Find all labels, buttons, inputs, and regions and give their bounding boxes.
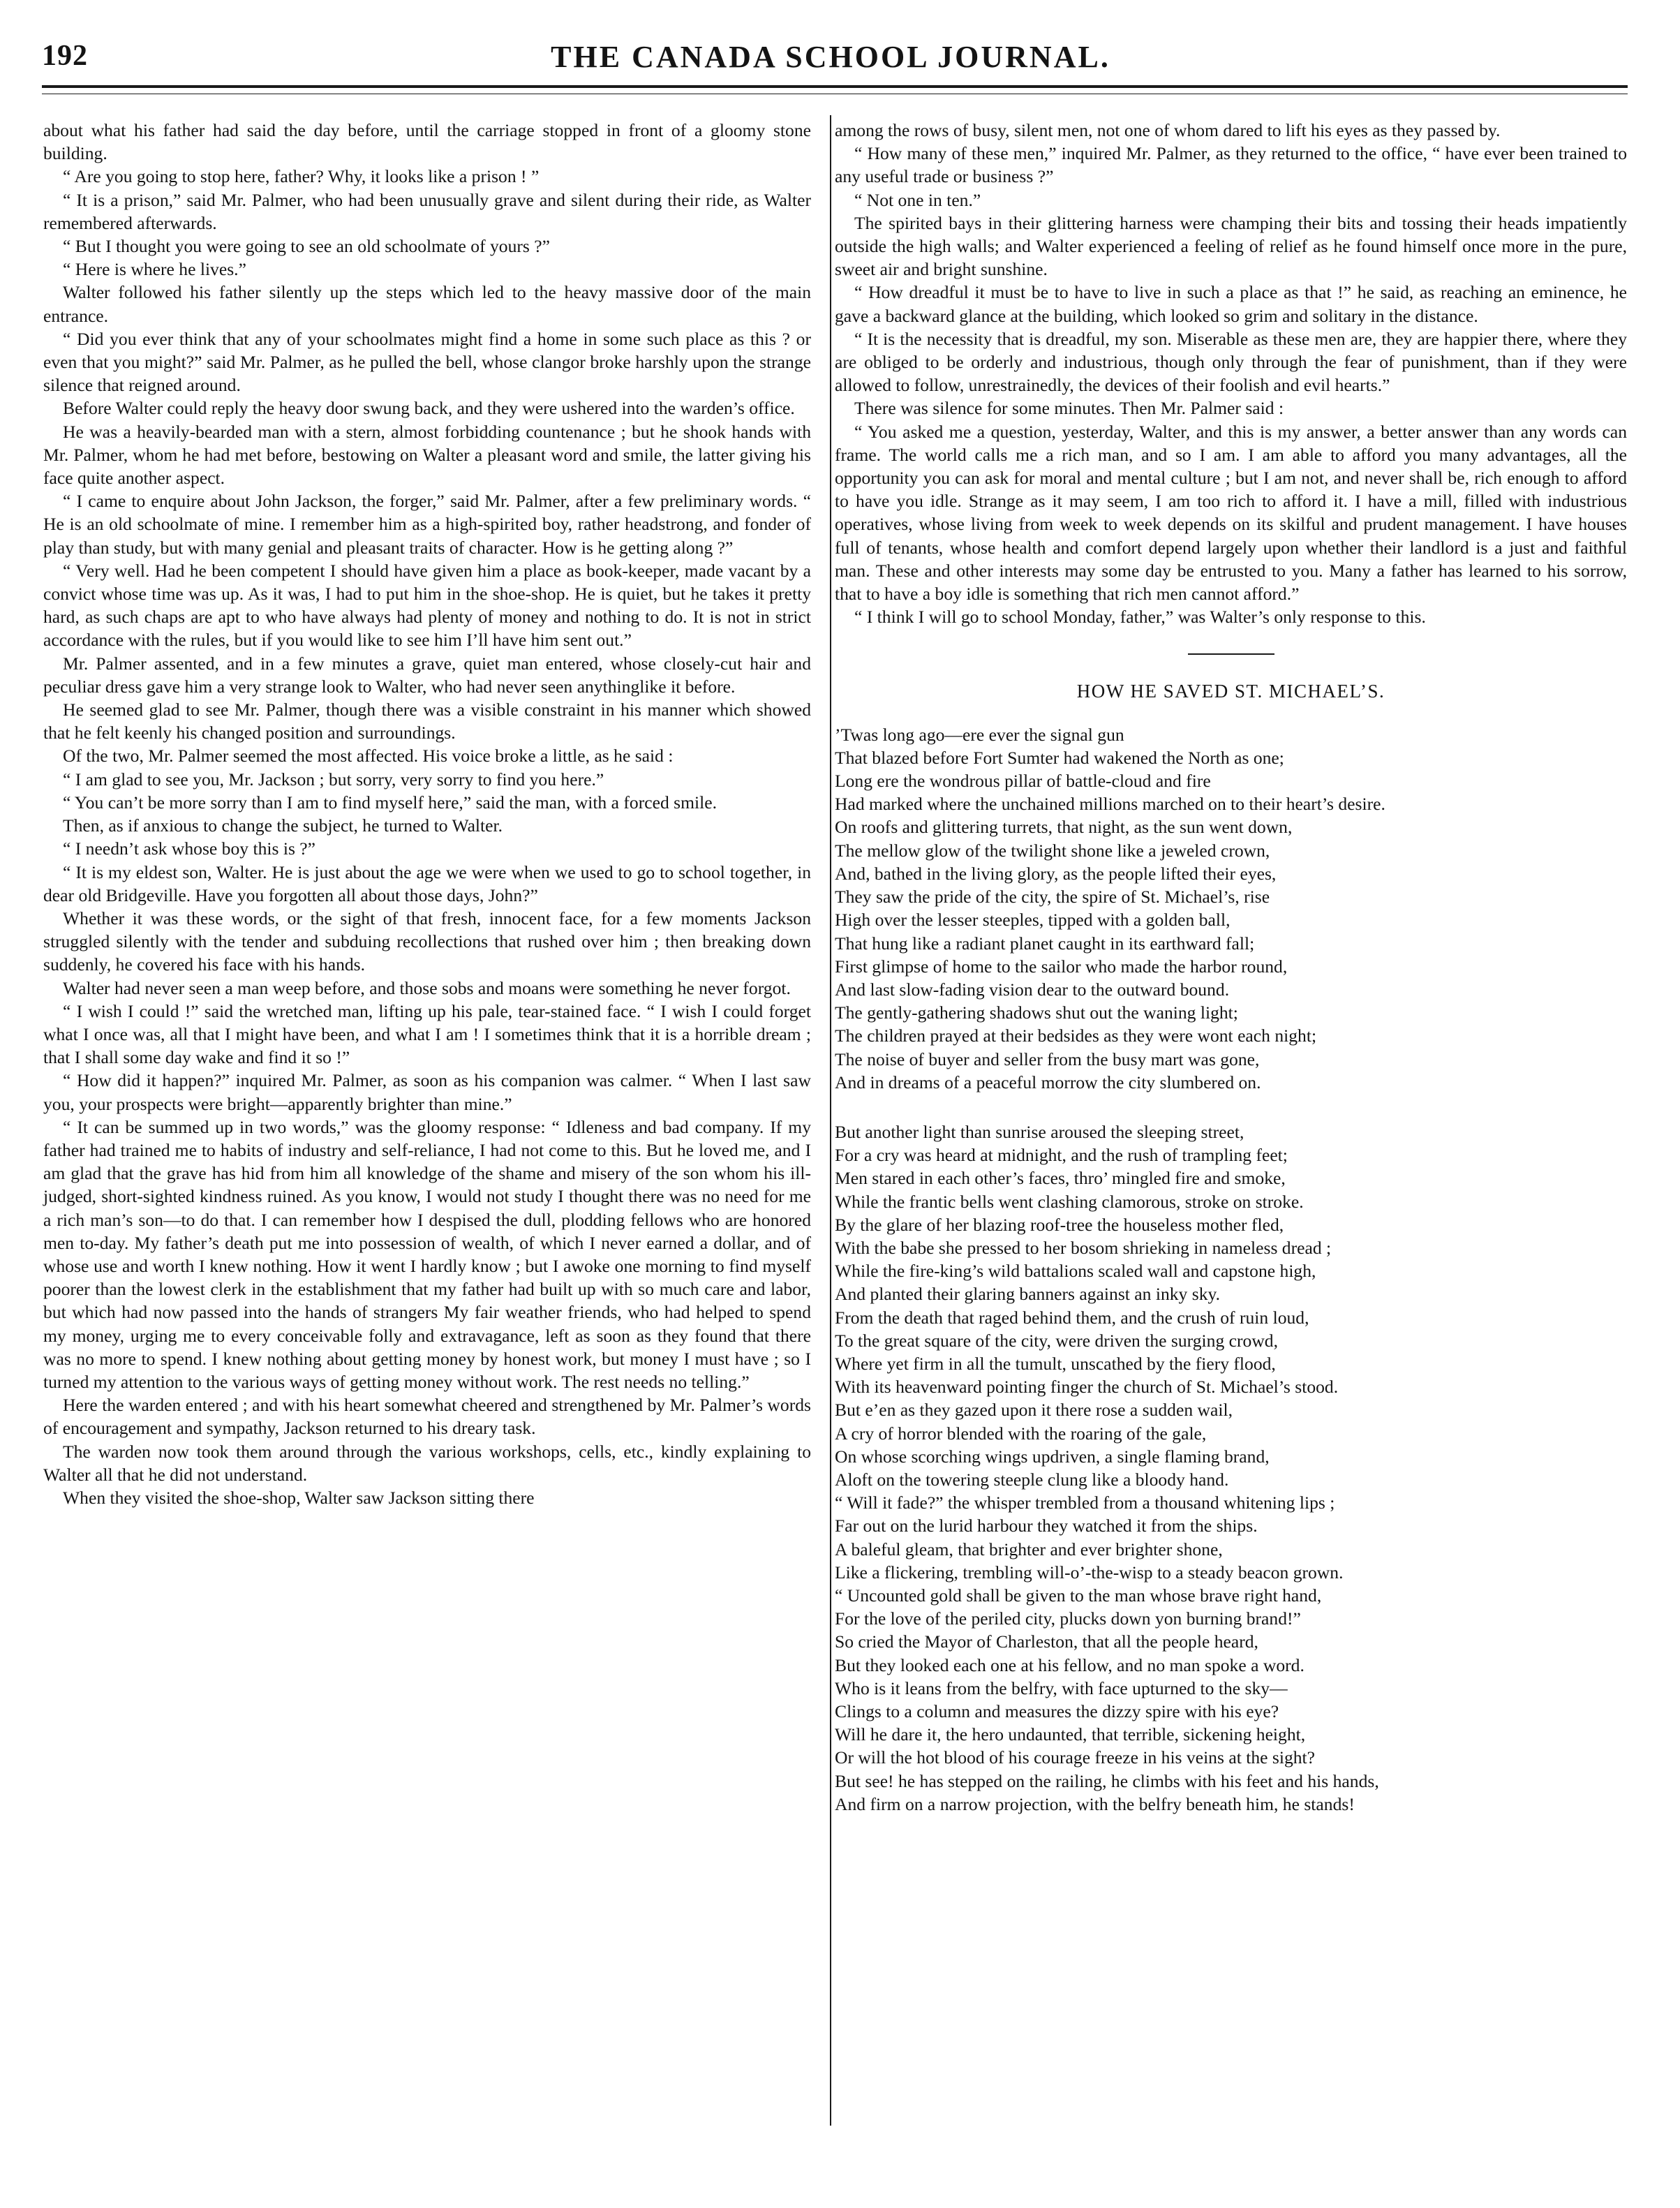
article-paragraph: The spirited bays in their glittering harness were champing their bits and tossing their heads impatiently outside the high walls; and Walter experienced a feeling of relief as he found himself once more in the pure, sweet air and bright sunshine.	[835, 212, 1627, 280]
poem-stanza	[835, 1120, 1627, 1816]
poem-line: High over the lesser steeples, tipped with a golden ball,	[835, 910, 1231, 931]
article-paragraph: “ I needn’t ask whose boy this is ?”	[63, 838, 316, 859]
poem-line: And firm on a narrow projection, with the belfry beneath him, he stands!	[835, 1793, 1355, 1814]
article-paragraph: Walter had never seen a man weep before, and those sobs and moans were something he never forgot.	[63, 977, 791, 998]
article-paragraph: “ Not one in ten.”	[854, 189, 981, 210]
poem-line: The children prayed at their bedsides as they were wont each night;	[835, 1025, 1317, 1046]
article-paragraph: “ It is my eldest son, Walter. He is just about the age we were when we used to go to school together, in dear old Bridgeville. Have you forgotten all about those days, John?”	[43, 861, 811, 905]
poem-line: Aloft on the towering steeple clung like a bloody hand.	[835, 1469, 1229, 1490]
poem-line: “ Uncounted gold shall be given to the man whose brave right hand,	[835, 1585, 1322, 1606]
article-paragraph: Walter followed his father silently up the steps which led to the heavy massive door of the main entrance.	[43, 282, 811, 326]
article-paragraph: Here the warden entered ; and with his heart somewhat cheered and strengthened by Mr. Palmer’s words of encouragement and sympathy, Jackson returned to his dreary task.	[43, 1395, 811, 1439]
poem-line: With the babe she pressed to her bosom shrieking in nameless dread ;	[835, 1237, 1332, 1258]
article-paragraph: When they visited the shoe-shop, Walter saw Jackson sitting there	[63, 1487, 535, 1508]
poem-line: So cried the Mayor of Charleston, that all the people heard,	[835, 1631, 1258, 1652]
poem-line: And planted their glaring banners against an inky sky.	[835, 1284, 1221, 1305]
article-paragraph: “ Are you going to stop here, father? Why, it looks like a prison ! ”	[63, 166, 540, 187]
poem-line: That blazed before Fort Sumter had wakened the North as one;	[835, 747, 1284, 768]
article-paragraph: Mr. Palmer assented, and in a few minutes a grave, quiet man entered, whose closely-cut hair and peculiar dress gave him a very strange look to Walter, who had never seen anythinglike it before.	[43, 653, 811, 697]
article-paragraph: Of the two, Mr. Palmer seemed the most affected. His voice broke a little, as he said :	[63, 746, 674, 766]
poem-line: Or will the hot blood of his courage freeze in his veins at the sight?	[835, 1747, 1316, 1768]
article-paragraph: “ How dreadful it must be to have to live in such a place as that !” he said, as reaching an eminence, he gave a backward glance at the building, which looked so grim and solitary in the distance.	[835, 282, 1627, 326]
article-paragraph: The warden now took them around through the various workshops, cells, etc., kindly explaining to Walter all that he did not understand.	[43, 1441, 811, 1485]
article-paragraph: among the rows of busy, silent men, not one of whom dared to lift his eyes as they passed by.	[835, 120, 1501, 140]
article-paragraph: He was a heavily-bearded man with a stern, almost forbidding countenance ; but he shook hands with Mr. Palmer, whom he had met before, bestowing on Walter a pleasant word and smile, the latter giving his face quite another aspect.	[43, 421, 811, 489]
poem-line: For a cry was heard at midnight, and the rush of trampling feet;	[835, 1145, 1288, 1166]
article-paragraph: “ You asked me a question, yesterday, Walter, and this is my answer, a better answer than any words can frame. The world calls me a rich man, and so I am. I am able to afford you many advantages, all the opportunity you can ask for moral and mental culture ; but I am not, and never shall be, rich enough to afford to have you idle. Strange as it may seem, I am too rich to afford it. I have a mill, filled with industrious operatives, whose living from week to week depends on its skilful and prudent management. I have houses full of tenants, whose health and comfort depend largely upon whether their landlord is a just and faithful man. These and other interests may some day be entrusted to you. Many a father has learned to his sorrow, that to have a boy idle is something that rich men cannot afford.”	[835, 421, 1627, 605]
poem-line: First glimpse of home to the sailor who made the harbor round,	[835, 956, 1288, 977]
article-paragraph: “ How did it happen?” inquired Mr. Palmer, as soon as his companion was calmer. “ When I last saw you, your prospects were bright—apparently brighter than mine.”	[43, 1070, 811, 1114]
poem-line: The gently-gathering shadows shut out the waning light;	[835, 1002, 1238, 1023]
article-paragraph: “ Did you ever think that any of your schoolmates might find a home in some such place as this ? or even that you might?” said Mr. Palmer, as he pulled the bell, whose clangor broke harshly upon the strange silence that reigned around.	[43, 328, 811, 396]
article-paragraph: “ It is the necessity that is dreadful, my son. Miserable as these men are, they are happier there, where they are obliged to be orderly and industrious, though only through the fear of punishment, than if they were allowed to follow, unrestrainedly, the devices of their foolish and evil hearts.”	[835, 328, 1627, 396]
poem-line: A cry of horror blended with the roaring of the gale,	[835, 1423, 1207, 1444]
poem-line: And last slow-fading vision dear to the outward bound.	[835, 979, 1230, 1000]
poem-line: With its heavenward pointing finger the church of St. Michael’s stood.	[835, 1377, 1339, 1398]
poem-line: The noise of buyer and seller from the busy mart was gone,	[835, 1049, 1260, 1069]
article-paragraph: He seemed glad to see Mr. Palmer, though there was a visible constraint in his manner which showed that he felt keenly his changed position and surroundings.	[43, 699, 811, 743]
article-paragraph: “ Here is where he lives.”	[63, 259, 246, 280]
article-paragraph: “ It can be summed up in two words,” was the gloomy response: “ Idleness and bad company. If my father had trained me to habits of industry and self-reliance, I had not come to this. But he loved me, and I am glad that the grave has hid from him all knowledge of the shame and misery of the son whom his ill-judged, short-sighted kindness ruined. As you know, I would not study I thought there was no need for me a rich man’s son—to do that. I can remember how I despised the dull, plodding fellows who are honored men to-day. My father’s death put me into possession of wealth, of which I never earned a dollar, and of whose use and worth I knew nothing. How it went I hardly know ; but I awoke one morning to find myself poorer than the lowest clerk in the establishment that my father had built up with so much care and labor, but which had now passed into the hands of strangers My fair weather friends, who had helped to spend my money, urging me to every conceivable folly and extravagance, left as soon as they found that there was no more to spend. I knew nothing about getting money by honest work, but money I must have ; so I turned my attention to the various ways of getting money without work. The rest needs no telling.”	[43, 1116, 811, 1392]
poem-line: Far out on the lurid harbour they watched it from the ships.	[835, 1516, 1258, 1536]
column-divider	[830, 115, 831, 2126]
article-paragraph: “ Very well. Had he been competent I should have given him a place as book-keeper, made vacant by a convict whose time was up. As it was, I had to put him in the shoe-shop. He is quiet, but he takes it pretty hard, as such chaps are apt to who have always had plenty of money and nothing to do. It is not in strict accordance with the rules, but if you would like to see him I’ll have him sent out.”	[43, 560, 811, 651]
section-separator	[1188, 653, 1274, 655]
poem-line: Will he dare it, the hero undaunted, that terrible, sickening height,	[835, 1724, 1306, 1745]
poem-line: For the love of the periled city, plucks down yon burning brand!”	[835, 1608, 1301, 1629]
article-paragraph: “ I am glad to see you, Mr. Jackson ; but sorry, very sorry to find you here.”	[63, 769, 604, 790]
poem-line: To the great square of the city, were driven the surging crowd,	[835, 1330, 1278, 1351]
page-number: 192	[42, 40, 88, 72]
poem-line: From the death that raged behind them, and the crush of ruin loud,	[835, 1307, 1309, 1328]
article-paragraph: “ You can’t be more sorry than I am to find myself here,” said the man, with a forced smile.	[63, 792, 717, 813]
poem-line: But they looked each one at his fellow, and no man spoke a word.	[835, 1654, 1304, 1675]
header-rule	[42, 85, 1628, 88]
article-paragraph: “ It is a prison,” said Mr. Palmer, who had been unusually grave and silent during their ride, as Walter remembered afterwards.	[43, 189, 811, 233]
poem-line: A baleful gleam, that brighter and ever brighter shone,	[835, 1539, 1223, 1559]
poem-line: And, bathed in the living glory, as the people lifted their eyes,	[835, 863, 1277, 884]
article-paragraph: Then, as if anxious to change the subject, he turned to Walter.	[63, 815, 503, 836]
poem-line: Where yet firm in all the tumult, unscathed by the fiery flood,	[835, 1353, 1276, 1374]
poem-line: ’Twas long ago—ere ever the signal gun	[835, 724, 1124, 745]
article-paragraph: about what his father had said the day before, until the carriage stopped in front of a gloomy stone building.	[43, 120, 811, 164]
article-paragraph: “ I came to enquire about John Jackson, the forger,” said Mr. Palmer, after a few preliminary words. “ He is an old schoolmate of mine. I remember him as a high-spirited boy, rather headstrong, and fonder of play than study, but with many genial and pleasant traits of character. How is he getting along ?”	[43, 491, 811, 558]
journal-title: THE CANADA SCHOOL JOURNAL.	[551, 40, 1110, 74]
poem-line: Had marked where the unchained millions marched on to their heart’s desire.	[835, 794, 1385, 815]
poem-line: On roofs and glittering turrets, that night, as the sun went down,	[835, 817, 1293, 838]
poem-line: Like a flickering, trembling will-o’-the-wisp to a steady beacon grown.	[835, 1562, 1344, 1583]
poem-line: They saw the pride of the city, the spire of St. Michael’s, rise	[835, 887, 1270, 907]
poem-line: But see! he has stepped on the railing, he climbs with his feet and his hands,	[835, 1770, 1379, 1791]
page-header	[42, 39, 1619, 81]
article-paragraph: “ I think I will go to school Monday, father,” was Walter’s only response to this.	[854, 607, 1426, 628]
poem-line: On whose scorching wings updriven, a single flaming brand,	[835, 1446, 1270, 1467]
poem-line: While the frantic bells went clashing clamorous, stroke on stroke.	[835, 1191, 1304, 1212]
poem-line: While the fire-king’s wild battalions scaled wall and capstone high,	[835, 1261, 1316, 1282]
poem-line: And in dreams of a peaceful morrow the city slumbered on.	[835, 1072, 1261, 1092]
poem-line: The mellow glow of the twilight shone like a jeweled crown,	[835, 840, 1270, 861]
poem-line: Men stared in each other’s faces, thro’ mingled fire and smoke,	[835, 1168, 1286, 1189]
poem-line: That hung like a radiant planet caught in its earthward fall;	[835, 933, 1255, 954]
poem-line: Who is it leans from the belfry, with face upturned to the sky—	[835, 1677, 1288, 1698]
left-column	[43, 119, 811, 1509]
article-paragraph: “ How many of these men,” inquired Mr. Palmer, as they returned to the office, “ have ever been trained to any useful trade or business ?”	[835, 143, 1627, 187]
poem-line: Clings to a column and measures the dizzy spire with his eye?	[835, 1701, 1279, 1721]
poem-line: But another light than sunrise aroused the sleeping street,	[835, 1121, 1244, 1142]
poem-line: By the glare of her blazing roof-tree the houseless mother fled,	[835, 1214, 1284, 1235]
poem-line: But e’en as they gazed upon it there rose a sudden wail,	[835, 1400, 1233, 1421]
poem-title: HOW HE SAVED ST. MICHAEL’S.	[1076, 681, 1385, 702]
poem-stanza	[835, 723, 1627, 1094]
article-paragraph: “ But I thought you were going to see an old schoolmate of yours ?”	[63, 236, 550, 257]
article-paragraph: Whether it was these words, or the sight of that fresh, innocent face, for a few moments Jackson struggled silently with the tender and subduing recollections that rushed over him ; then breaking down suddenly, he covered his face with his hands.	[43, 907, 811, 975]
right-column	[835, 119, 1627, 1816]
poem-line: Long ere the wondrous pillar of battle-cloud and fire	[835, 771, 1211, 792]
article-paragraph: “ I wish I could !” said the wretched man, lifting up his pale, tear-stained face. “ I wish I could forget what I once was, all that I might have been, and what I am ! I sometimes think that it is a horrible dream ; that I shall some day wake and find it so !”	[43, 1000, 811, 1068]
article-paragraph: Before Walter could reply the heavy door swung back, and they were ushered into the warden’s office.	[63, 398, 795, 419]
article-paragraph: There was silence for some minutes. Then Mr. Palmer said :	[854, 398, 1284, 419]
poem-line: “ Will it fade?” the whisper trembled from a thousand whitening lips ;	[835, 1492, 1335, 1513]
